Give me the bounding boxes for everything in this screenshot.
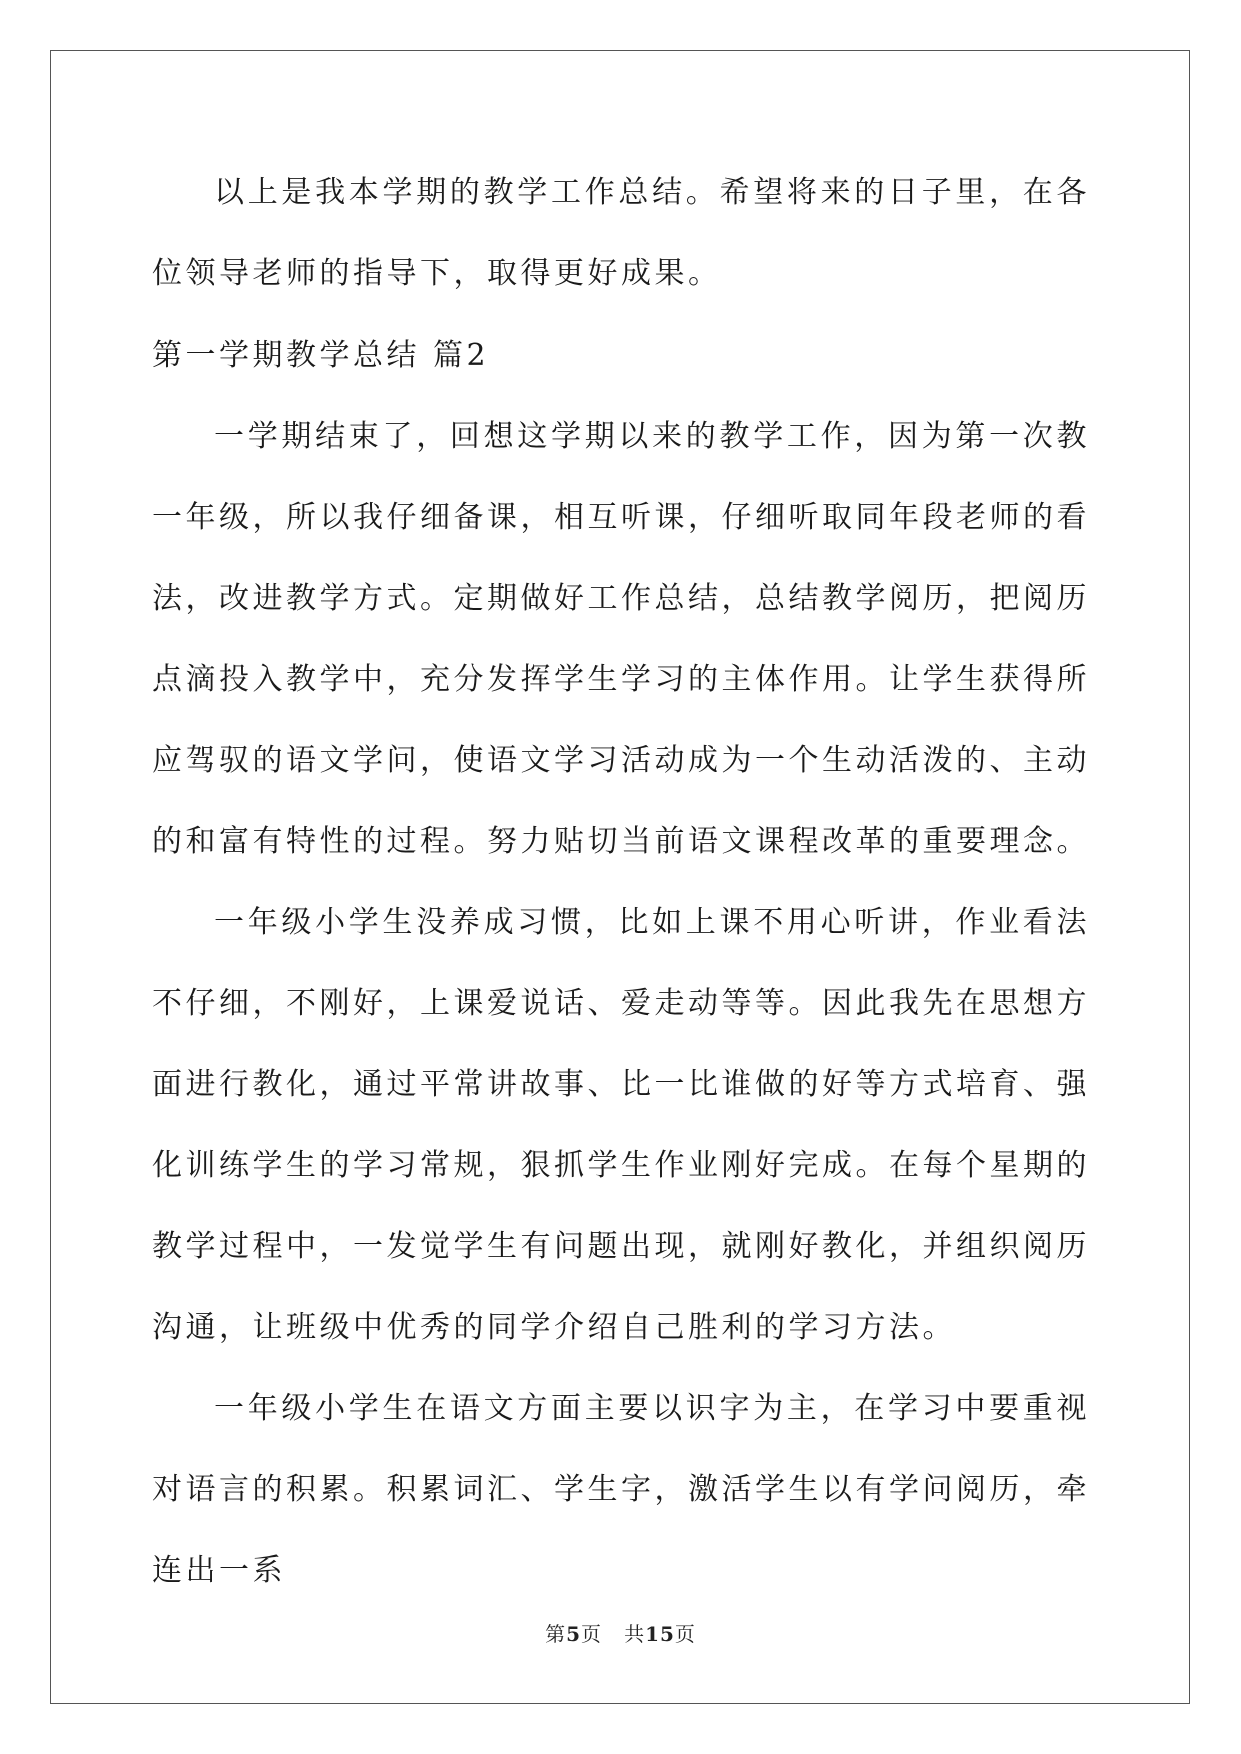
page-suffix: 页 [581,1622,602,1646]
total-suffix: 页 [674,1622,696,1646]
page-prefix: 第 [545,1622,567,1646]
total-page-count: 15 [645,1622,675,1646]
page-footer [0,1618,1241,1647]
paragraph-closing-summary: 以上是我本学期的教学工作总结。希望将来的日子里，在各位领导老师的指导下，取得更好成果。 [152,175,1090,291]
paragraph-teaching-reflection: 一学期结束了，回想这学期以来的教学工作，因为第一次教一年级，所以我仔细备课，相互听课，仔细听取同年段老师的看法，改进教学方式。定期做好工作总结，总结教学阅历，把阅历点滴投入教学中，充分发挥学生学习的主体作用。让学生获得所应驾驭的语文学问，使语文学习活动成为一个生动活泼的、主动的和富有特性的过程。努力贴切当前语文课程改革的重要理念。 [152,419,1090,859]
total-prefix: 共 [624,1622,646,1646]
paragraph-student-habits: 一年级小学生没养成习惯，比如上课不用心听讲，作业看法不仔细，不刚好，上课爱说话、爱走动等等。因此我先在思想方面进行教化，通过平常讲故事、比一比谁做的好等方式培育、强化训练学生的学习常规，狠抓学生作业刚好完成。在每个星期的教学过程中，一发觉学生有问题出现，就刚好教化，并组织阅历沟通，让班级中优秀的同学介绍自己胜利的学习方法。 [152,905,1090,1345]
section-heading: 第一学期教学总结 篇2 [152,338,490,373]
current-page-number: 5 [566,1622,581,1646]
paragraph-literacy-focus: 一年级小学生在语文方面主要以识字为主，在学习中要重视对语言的积累。积累词汇、学生字，激活学生以有学问阅历，牵连出一系 [152,1391,1090,1588]
